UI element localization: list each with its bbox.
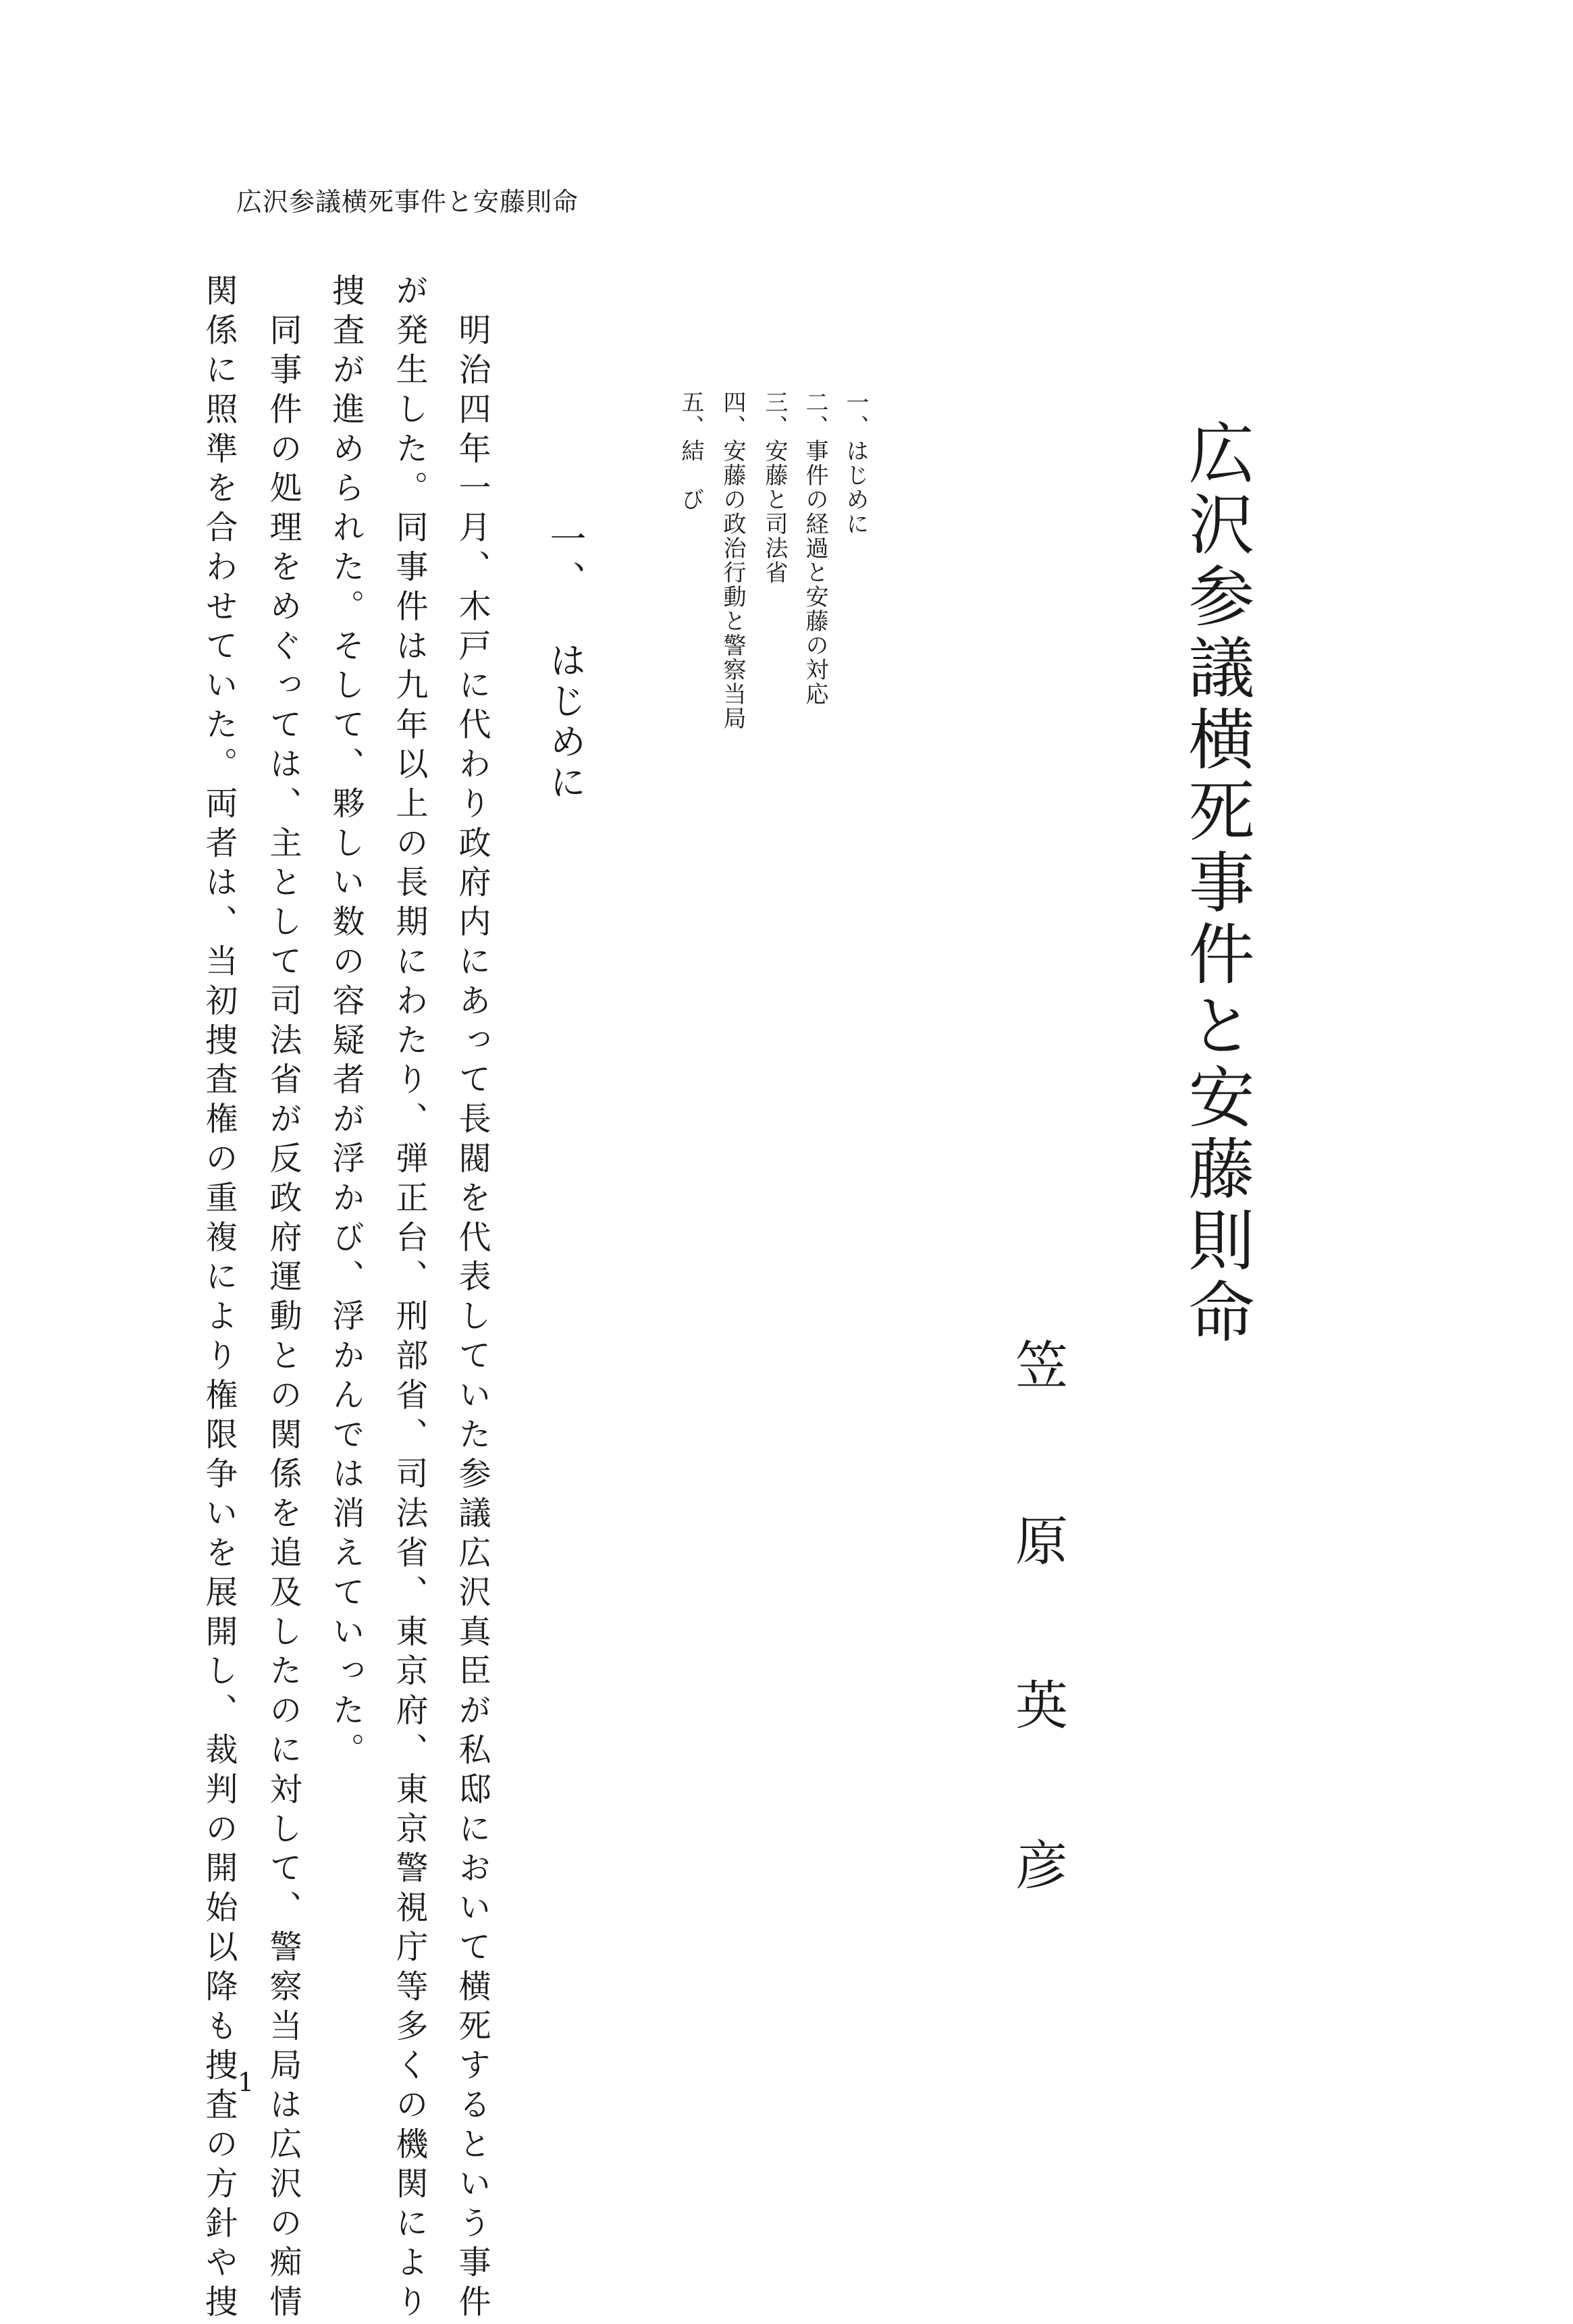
body-column-5: 関係に照準を合わせていた。両者は、当初捜査権の重複により権限争いを展開し、裁判の開始以降も捜査の方針や捜 bbox=[200, 273, 238, 2324]
section-label: はじめに bbox=[544, 641, 587, 803]
section-number: 一、 bbox=[544, 520, 587, 601]
toc-item-1: 一、はじめに bbox=[842, 390, 869, 536]
author-char-1: 笠 bbox=[1015, 1336, 1068, 1397]
page-number: 1 bbox=[238, 2067, 255, 2097]
body-column-2: が発生した。同事件は九年以上の長期にわたり、弾正台、刑部省、司法省、東京府、東京警視庁等多くの機関により bbox=[390, 273, 428, 2324]
toc-item-2: 二、事件の経過と安藤の対応 bbox=[801, 390, 828, 706]
body-column-3: 捜査が進められた。そして、夥しい数の容疑者が浮かび、浮かんでは消えていった。 bbox=[327, 273, 365, 1772]
author-char-2: 原 bbox=[1015, 1512, 1068, 1573]
toc-item-5: 五、結 び bbox=[677, 390, 704, 512]
toc-item-3: 三、安藤と司法省 bbox=[761, 390, 788, 585]
author-char-4: 彦 bbox=[1015, 1836, 1068, 1897]
body-column-1: 明治四年一月、木戸に代わり政府内にあって長閥を代表していた参議広沢真臣が私邸において横死するという事件 bbox=[453, 273, 491, 2324]
running-header: 広沢参議横死事件と安藤則命 bbox=[236, 187, 579, 217]
article-title: 広沢参議横死事件と安藤則命 bbox=[1177, 419, 1254, 1349]
section-heading bbox=[544, 520, 587, 803]
author-char-3: 英 bbox=[1015, 1676, 1068, 1737]
body-column-4: 同事件の処理をめぐっては、主として司法省が反政府運動との関係を追及したのに対して、警察当局は広沢の痴情 bbox=[264, 273, 302, 2324]
toc-item-4: 四、安藤の政治行動と警察当局 bbox=[719, 390, 746, 731]
